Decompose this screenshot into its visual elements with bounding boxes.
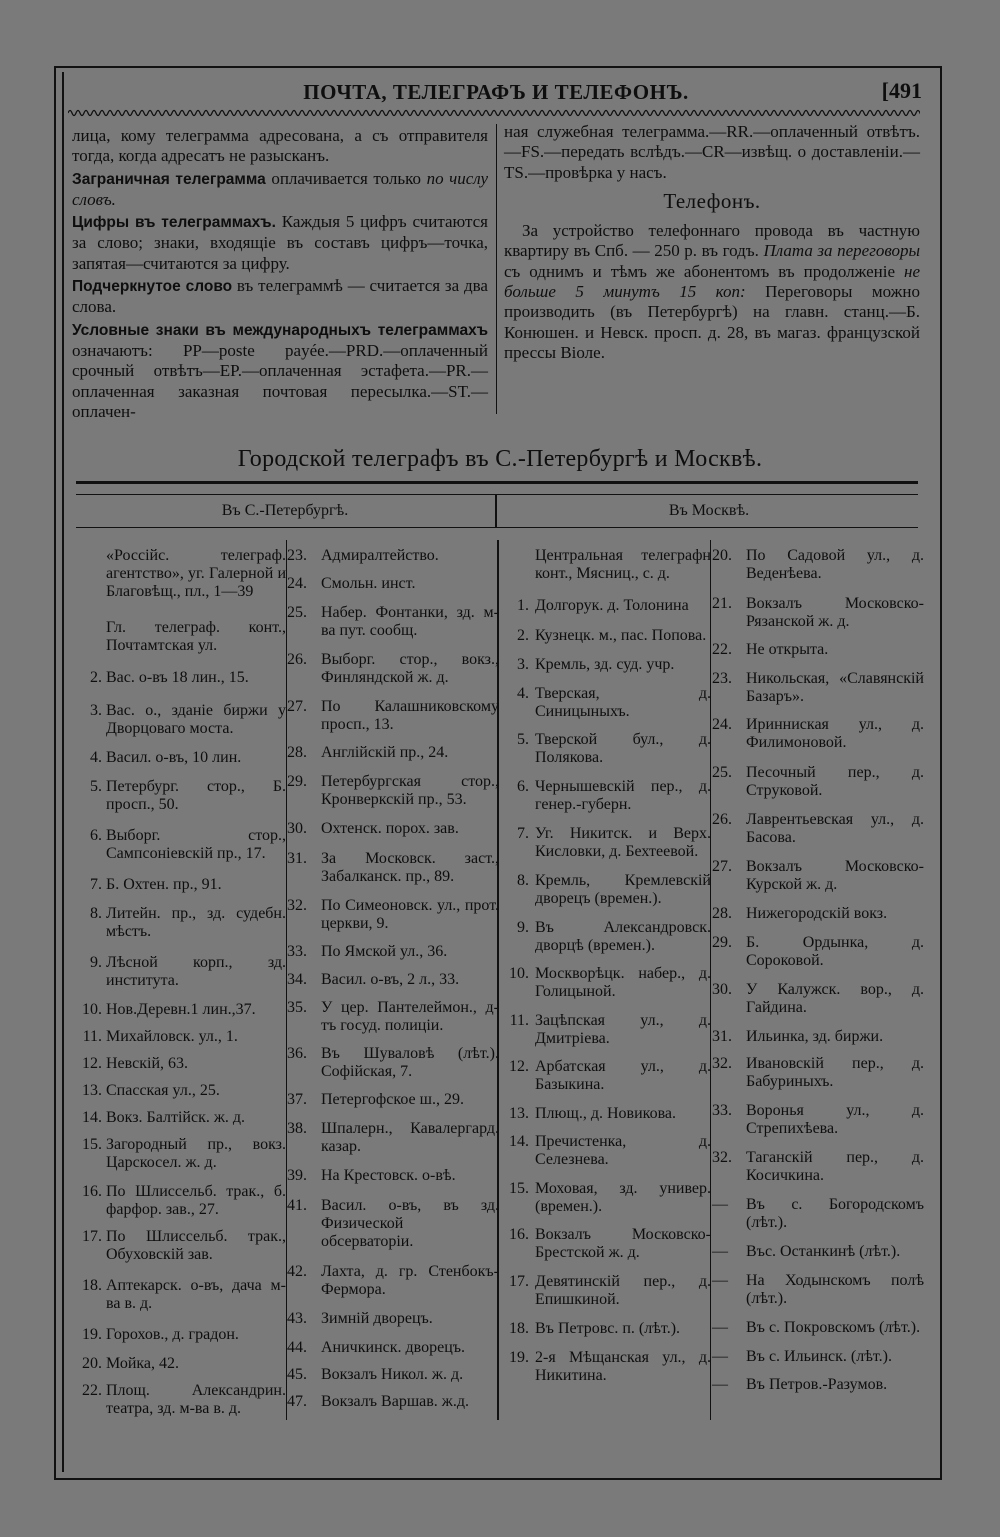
term-foreign-telegram: Заграничная телеграмма — [72, 170, 266, 188]
office-number: 37. — [287, 1091, 307, 1108]
office-number: 15. — [509, 1180, 529, 1197]
office-entry — [712, 981, 924, 1017]
office-number: 25. — [287, 604, 307, 621]
city-divider — [495, 494, 497, 528]
paragraph-digits — [72, 212, 488, 274]
office-number: 3. — [90, 702, 102, 719]
office-entry — [503, 825, 711, 861]
office-address: Таганскій пер., д. Косичкина. — [746, 1149, 924, 1184]
office-address: Загородный пр., вокз. Царскосел. ж. д. — [106, 1136, 286, 1171]
office-address: Тверская, д. Синицыныхъ. — [535, 685, 711, 720]
office-number: 28. — [712, 905, 732, 922]
office-address: Аптекарск. о-въ, дача м-ва в. д. — [106, 1277, 286, 1312]
office-entry — [287, 943, 499, 961]
office-entry — [72, 547, 286, 601]
spb-offices-list-2 — [287, 547, 499, 1420]
office-address: По Шлиссельб. трак., Обуховскій зав. — [106, 1228, 286, 1263]
office-entry — [712, 1196, 924, 1232]
office-number: 13. — [82, 1082, 102, 1099]
office-address: Васил. о-въ, въ зд. Физической обсерваторіи. — [321, 1197, 499, 1250]
office-number: 12. — [82, 1055, 102, 1072]
office-address: Невскій, 63. — [106, 1055, 188, 1072]
office-entry — [287, 1167, 499, 1185]
paragraph-underlined-word — [72, 276, 488, 318]
office-entry — [503, 1226, 711, 1262]
office-address: За Московск. заст., Забалканск. пр., 89. — [321, 850, 499, 885]
office-entry — [72, 827, 286, 863]
office-number: — — [712, 1319, 728, 1336]
office-number: 1. — [517, 597, 529, 614]
italic-span: не больше 5 минутъ 15 коп: — [504, 261, 920, 302]
office-entry — [72, 905, 286, 941]
office-entry — [712, 1149, 924, 1185]
office-number: 29. — [712, 934, 732, 951]
office-entry — [287, 1339, 499, 1357]
office-address: Въ Александровск. дворцѣ (времен.). — [535, 919, 711, 954]
office-address: Петербургская стор., Кронверкскій пр., 53. — [321, 773, 499, 808]
telephone-heading: Телефонъ. — [663, 188, 761, 213]
office-entry — [712, 1348, 924, 1366]
office-entry — [287, 1310, 499, 1328]
office-number: 5. — [90, 778, 102, 795]
office-entry — [72, 876, 286, 894]
text-span: оплачивается только — [265, 168, 427, 188]
office-entry — [72, 1277, 286, 1313]
office-address: Никольская, «Славянскій Базаръ». — [746, 670, 924, 705]
office-number: 6. — [517, 778, 529, 795]
office-entry — [503, 731, 711, 767]
office-entry — [712, 595, 924, 631]
office-number: 30. — [287, 820, 307, 837]
office-entry — [72, 1109, 286, 1127]
office-entry — [712, 1243, 924, 1261]
office-number: 27. — [287, 698, 307, 715]
office-number: 9. — [90, 954, 102, 971]
office-address: Нов.Деревн.1 лин.,37. — [106, 1001, 256, 1018]
office-address: «Россійс. телеграф. агентство», уг. Галерной и Благовѣщ., пл., 1—39 — [106, 547, 286, 600]
office-address: Центральная телеграфн конт., Мясниц., с. д. — [535, 547, 711, 582]
office-address: Вокзалъ Варшав. ж.д. — [321, 1393, 469, 1410]
office-address: Вокзалъ Никол. ж. д. — [321, 1366, 464, 1383]
office-entry — [72, 1183, 286, 1219]
office-entry — [503, 547, 711, 583]
office-number: 23. — [287, 547, 307, 564]
wavy-rule — [68, 106, 920, 120]
office-number: 18. — [82, 1277, 102, 1294]
office-address: Петергофское ш., 29. — [321, 1091, 464, 1108]
text-column-left — [72, 126, 488, 422]
term-digits: Цифры въ телеграммахъ. — [72, 214, 276, 232]
office-number: 47. — [287, 1393, 307, 1410]
spb-offices-list-1 — [72, 547, 286, 1427]
office-address: Зацѣпская ул., д. Дмитріева. — [535, 1012, 711, 1047]
office-address: Чернышевскій пер., д. генер.-губерн. — [535, 778, 711, 813]
office-address: Въ с. Покровскомъ (лѣт.). — [746, 1319, 921, 1336]
office-entry — [503, 1133, 711, 1169]
office-entry — [287, 1120, 499, 1156]
office-entry — [503, 685, 711, 721]
office-number: 22. — [82, 1382, 102, 1399]
office-number: 5. — [517, 731, 529, 748]
office-number: 12. — [509, 1058, 529, 1075]
office-entry — [287, 698, 499, 734]
office-entry — [287, 850, 499, 886]
office-number: 32. — [712, 1149, 732, 1166]
office-entry — [72, 749, 286, 767]
office-address: По Шлиссельб. трак., б. фарфор. зав., 27. — [106, 1183, 286, 1218]
office-number: 13. — [509, 1105, 529, 1122]
section-rule-thin — [76, 494, 918, 495]
office-address: По Калашниковскому просп., 13. — [321, 698, 499, 733]
office-address: Набер. Фонтанки, зд. м-ва пут. сообщ. — [321, 604, 499, 639]
office-address: Шпалерн., Кавалергард. казар. — [321, 1120, 499, 1155]
office-entry — [287, 1366, 499, 1384]
office-entry — [72, 1136, 286, 1172]
office-entry — [287, 1045, 499, 1081]
office-address: Воронья ул., д. Стрепихѣева. — [746, 1102, 924, 1137]
city-heading-rule — [76, 527, 918, 528]
office-entry — [287, 897, 499, 933]
office-entry — [503, 1273, 711, 1309]
office-address: У цер. Пантелеймон., д-тъ госуд. полиціи. — [321, 999, 499, 1034]
office-entry — [503, 656, 711, 674]
office-address: Лахта, д. гр. Стенбокъ-Фермора. — [321, 1263, 499, 1298]
office-address: Арбатская ул., д. Базыкина. — [535, 1058, 711, 1093]
office-number: 17. — [509, 1273, 529, 1290]
office-address: Литейн. пр., зд. судебн. мѣстъ. — [106, 905, 286, 940]
office-entry — [503, 1012, 711, 1048]
text-span: За устройство телефоннаго провода въ частную квартиру въ Спб. — 250 р. въ годъ. — [504, 221, 920, 261]
office-entry — [287, 971, 499, 989]
office-number: — — [712, 1243, 728, 1260]
office-entry — [72, 1382, 286, 1418]
office-address: Пречистенка, д. Селезнева. — [535, 1133, 711, 1168]
office-number: 42. — [287, 1263, 307, 1280]
office-address: Въ Петров.-Разумов. — [746, 1376, 888, 1393]
office-entry — [72, 1326, 286, 1344]
office-address: Михайловск. ул., 1. — [106, 1028, 238, 1045]
office-number: 11. — [82, 1028, 102, 1045]
office-address: У Калужск. вор., д. Гайдина. — [746, 981, 924, 1016]
city-heading-spb: Въ С.-Петербургѣ. — [221, 502, 349, 519]
office-number: 34. — [287, 971, 307, 988]
office-entry — [503, 872, 711, 908]
office-number: 8. — [517, 872, 529, 889]
office-address: Уг. Никитск. и Верх. Кисловки, д. Бехтеевой. — [535, 825, 711, 860]
office-number: 10. — [82, 1001, 102, 1018]
office-address: Горохов., д. градон. — [106, 1326, 239, 1343]
office-address: Выборг. стор., вокз., Финляндской ж. д. — [321, 651, 499, 686]
office-address: Въ с. Богородскомъ (лѣт.). — [746, 1196, 924, 1231]
office-address: Ивановскій пер., д. Бабуриныхъ. — [746, 1055, 924, 1090]
office-entry — [72, 702, 286, 738]
office-number: 16. — [82, 1183, 102, 1200]
office-address: Вокз. Балтійск. ж. д. — [106, 1109, 246, 1126]
office-address: Охтенск. порох. зав. — [321, 820, 459, 837]
office-entry — [712, 764, 924, 800]
office-address: Не открыта. — [746, 641, 829, 658]
office-number: — — [712, 1348, 728, 1365]
office-entry — [72, 1355, 286, 1373]
office-entry — [287, 1091, 499, 1109]
office-entry — [503, 778, 711, 814]
office-entry — [72, 1028, 286, 1046]
office-number: 11. — [509, 1012, 529, 1029]
office-number: 43. — [287, 1310, 307, 1327]
italic-span: Плата за переговоры — [763, 241, 920, 261]
office-number: 19. — [82, 1326, 102, 1343]
office-number: 4. — [517, 685, 529, 702]
office-address: Въ Петровс. п. (лѣт.). — [535, 1320, 681, 1337]
text-column-right — [504, 122, 920, 363]
office-entry — [72, 669, 286, 687]
office-entry — [712, 670, 924, 706]
office-address: Петербург. стор., Б. просп., 50. — [106, 778, 286, 813]
office-number: 20. — [82, 1355, 102, 1372]
office-number: 31. — [287, 850, 307, 867]
italic-span: по числу словъ. — [72, 168, 489, 209]
office-address: По Садовой ул., д. Веденѣева. — [746, 547, 924, 582]
office-address: Кремль, Кремлевскій дворецъ (времен.). — [535, 872, 711, 907]
office-number: 32. — [287, 897, 307, 914]
office-address: Въ Шуваловѣ (лѣт.). Софійская, 7. — [321, 1045, 499, 1080]
office-number: 9. — [517, 919, 529, 936]
office-address: Васил. о-въ, 2 л., 33. — [321, 971, 460, 988]
office-number: — — [712, 1196, 728, 1213]
office-number: 7. — [517, 825, 529, 842]
office-entry — [712, 1028, 924, 1046]
term-conventional-signs: Условные знаки въ международныхъ телеграммахъ — [72, 321, 488, 339]
office-entry — [503, 1105, 711, 1123]
office-entry — [712, 547, 924, 583]
office-number: 32. — [712, 1055, 732, 1072]
office-entry — [287, 651, 499, 687]
column-divider — [496, 124, 497, 414]
office-number: 2. — [90, 669, 102, 686]
office-entry — [712, 1272, 924, 1308]
office-address: Вас. о-въ 18 лин., 15. — [106, 669, 249, 686]
office-entry — [72, 619, 286, 655]
office-address: Въс. Останкинѣ (лѣт.). — [746, 1243, 901, 1260]
office-entry — [503, 627, 711, 645]
office-address: Вокзалъ Московско-Брестской ж. д. — [535, 1226, 711, 1261]
office-number: 22. — [712, 641, 732, 658]
office-entry — [503, 1349, 711, 1385]
office-entry — [503, 1180, 711, 1216]
city-heading-moscow: Въ Москвѣ. — [668, 502, 750, 519]
office-number: 14. — [509, 1133, 529, 1150]
office-number: 33. — [287, 943, 307, 960]
office-address: Ильинка, зд. биржи. — [746, 1028, 884, 1045]
office-number — [72, 547, 106, 601]
office-number: 10. — [509, 965, 529, 982]
office-number: 20. — [712, 547, 732, 564]
office-address: Гл. телеграф. конт., Почтамтская ул. — [106, 619, 286, 654]
office-address: Б. Охтен. пр., 91. — [106, 876, 222, 893]
office-entry — [712, 934, 924, 970]
office-entry — [287, 1393, 499, 1411]
office-entry — [712, 641, 924, 659]
office-number: 21. — [712, 595, 732, 612]
office-entry — [72, 1082, 286, 1100]
office-address: На Крестовск. о-вѣ. — [321, 1167, 456, 1184]
office-number: 41. — [287, 1197, 307, 1214]
office-entry — [287, 773, 499, 809]
office-number: 2. — [517, 627, 529, 644]
moscow-offices-list-1 — [503, 547, 711, 1395]
office-entry — [72, 778, 286, 814]
office-address: Долгорук. д. Толонина — [535, 597, 689, 614]
office-entry — [503, 597, 711, 615]
office-number: 3. — [517, 656, 529, 673]
office-address: На Ходынскомъ полѣ (лѣт.). — [746, 1272, 924, 1307]
office-entry — [287, 547, 499, 565]
paragraph-conventional-signs — [72, 320, 488, 422]
office-address: Б. Ордынка, д. Сороковой. — [746, 934, 924, 969]
office-address: Моховая, зд. универ. (времен.). — [535, 1180, 711, 1215]
page-number: [491 — [881, 78, 922, 103]
office-number — [503, 547, 535, 583]
office-number: 19. — [509, 1349, 529, 1366]
office-number: 15. — [82, 1136, 102, 1153]
office-address: Въ с. Ильинск. (лѣт.). — [746, 1348, 892, 1365]
office-number: — — [712, 1272, 728, 1289]
office-address: Плющ., д. Новикова. — [535, 1105, 677, 1122]
paragraph-addressee: лица, кому телеграмма адресована, а съ отправителя тогда, когда адресатъ не разысканъ. — [72, 126, 488, 166]
office-address: Девятинскій пер., д. Епишкиной. — [535, 1273, 711, 1308]
office-number: 16. — [509, 1226, 529, 1243]
paragraph-telephone — [504, 221, 920, 363]
office-address: Вас. о., зданіе биржи у Дворцоваго моста. — [106, 702, 286, 737]
office-number: 28. — [287, 744, 307, 761]
office-address: Вокзалъ Московско-Курской ж. д. — [746, 858, 924, 893]
office-address: Нижегородскій вокз. — [746, 905, 888, 922]
office-address: Кузнецк. м., пас. Попова. — [535, 627, 707, 644]
office-entry — [712, 858, 924, 894]
office-address: По Ямской ул., 36. — [321, 943, 448, 960]
office-entry — [72, 1001, 286, 1019]
office-entry — [712, 1102, 924, 1138]
header-title: ПОЧТА, ТЕЛЕГРАФЪ И ТЕЛЕФОНЪ. — [303, 80, 689, 104]
office-number: 14. — [82, 1109, 102, 1126]
office-address: По Симеоновск. ул., прот. церкви, 9. — [321, 897, 499, 932]
office-address: Иринниская ул., д. Филимоновой. — [746, 716, 924, 751]
office-address: Зимній дворецъ. — [321, 1310, 433, 1327]
office-entry — [503, 1320, 711, 1338]
office-number: 6. — [90, 827, 102, 844]
office-entry — [287, 1263, 499, 1299]
office-number: 35. — [287, 999, 307, 1016]
left-margin-rule — [62, 72, 64, 1472]
office-entry — [72, 1055, 286, 1073]
moscow-offices-list-2 — [712, 547, 924, 1404]
running-header — [60, 78, 932, 108]
office-entry — [287, 744, 499, 762]
office-address: Смольн. инст. — [321, 575, 416, 592]
office-number: 27. — [712, 858, 732, 875]
office-entry — [712, 811, 924, 847]
office-address: Песочный пер., д. Струковой. — [746, 764, 924, 799]
office-number: 26. — [287, 651, 307, 668]
office-entry — [712, 1055, 924, 1091]
office-number: 30. — [712, 981, 732, 998]
text-span: Каждыя 5 цифръ считаются за слово; знаки, входящіе въ составъ цифръ—точка, запятая—считаются за цифру. — [72, 212, 488, 273]
office-address: Выборг. стор., Сампсоніевскій пр., 17. — [106, 827, 286, 862]
section-rule-thick — [76, 481, 918, 484]
office-address: Аничкинск. дворецъ. — [321, 1339, 466, 1356]
office-address: Лѣсной корп., зд. института. — [106, 954, 286, 989]
office-number: 24. — [287, 575, 307, 592]
office-entry — [287, 820, 499, 838]
paragraph-service-telegram: ная служебная телеграмма.—RR.—оплаченный отвѣтъ.—FS.—передать вслѣдъ.—CR—извѣщ. о доставленіи.—TS.—провѣрка у насъ. — [504, 122, 920, 182]
term-underlined-word: Подчеркнутое слово — [72, 278, 233, 296]
office-number: 45. — [287, 1366, 307, 1383]
office-entry — [287, 999, 499, 1035]
office-number: 26. — [712, 811, 732, 828]
office-number: — — [712, 1376, 728, 1393]
office-entry — [72, 954, 286, 990]
office-entry — [503, 965, 711, 1001]
office-entry — [712, 1319, 924, 1337]
office-address: Лаврентьевская ул., д. Басова. — [746, 811, 924, 846]
office-number: 33. — [712, 1102, 732, 1119]
office-entry — [503, 1058, 711, 1094]
office-entry — [503, 919, 711, 955]
office-address: Васил. о-въ, 10 лин. — [106, 749, 242, 766]
office-number: 7. — [90, 876, 102, 893]
office-address: 2-я Мѣщанская ул., д. Никитина. — [535, 1349, 711, 1384]
office-entry — [287, 604, 499, 640]
office-number: 18. — [509, 1320, 529, 1337]
office-number: 24. — [712, 716, 732, 733]
paragraph-foreign-telegram — [72, 169, 488, 211]
office-entry — [72, 1228, 286, 1264]
office-number: 29. — [287, 773, 307, 790]
office-address: Москворѣцк. набер., д. Голицыной. — [535, 965, 711, 1000]
text-span: съ однимъ и тѣмъ же абонентомъ въ продолженіе — [504, 261, 905, 281]
office-number: 36. — [287, 1045, 307, 1062]
office-number: 31. — [712, 1028, 732, 1045]
office-number: 39. — [287, 1167, 307, 1184]
office-entry — [287, 575, 499, 593]
office-address: Спасская ул., 25. — [106, 1082, 220, 1099]
office-entry — [712, 716, 924, 752]
text-span: въ телеграммѣ — считается за два слова. — [72, 276, 488, 317]
office-number: 4. — [90, 749, 102, 766]
office-entry — [712, 905, 924, 923]
office-number: 17. — [82, 1228, 102, 1245]
office-number — [72, 619, 106, 655]
office-entry — [287, 1197, 499, 1251]
section-title: Городской телеграфъ въ С.-Петербургѣ и Москвѣ. — [237, 446, 763, 472]
office-number: 23. — [712, 670, 732, 687]
office-address: Площ. Александрин. театра, зд. м-ва в. д. — [106, 1382, 286, 1417]
office-address: Тверской бул., д. Полякова. — [535, 731, 711, 766]
office-entry — [712, 1376, 924, 1394]
office-number: 38. — [287, 1120, 307, 1137]
text-span: Переговоры можно производить (въ Петербургѣ) на главн. станц.—Б. Конюшен. и Невск. просп. д. 28, въ магаз. французской прессы Віоле. — [504, 282, 920, 362]
office-address: Вокзалъ Московско-Рязанской ж. д. — [746, 595, 924, 630]
office-address: Кремль, зд. суд. учр. — [535, 656, 675, 673]
office-number: 8. — [90, 905, 102, 922]
office-number: 25. — [712, 764, 732, 781]
office-number: 44. — [287, 1339, 307, 1356]
office-address: Мойка, 42. — [106, 1355, 180, 1372]
office-address: Англійскій пр., 24. — [321, 744, 449, 761]
text-span: означаютъ: PP—poste payée.—PRD.—оплаченный срочный отвѣтъ—EP.—оплаченная эстафета.—PR.—оплаченная заказная почтовая пересылка.—ST.—оплачен- — [72, 340, 488, 421]
office-address: Адмиралтейство. — [321, 547, 439, 564]
